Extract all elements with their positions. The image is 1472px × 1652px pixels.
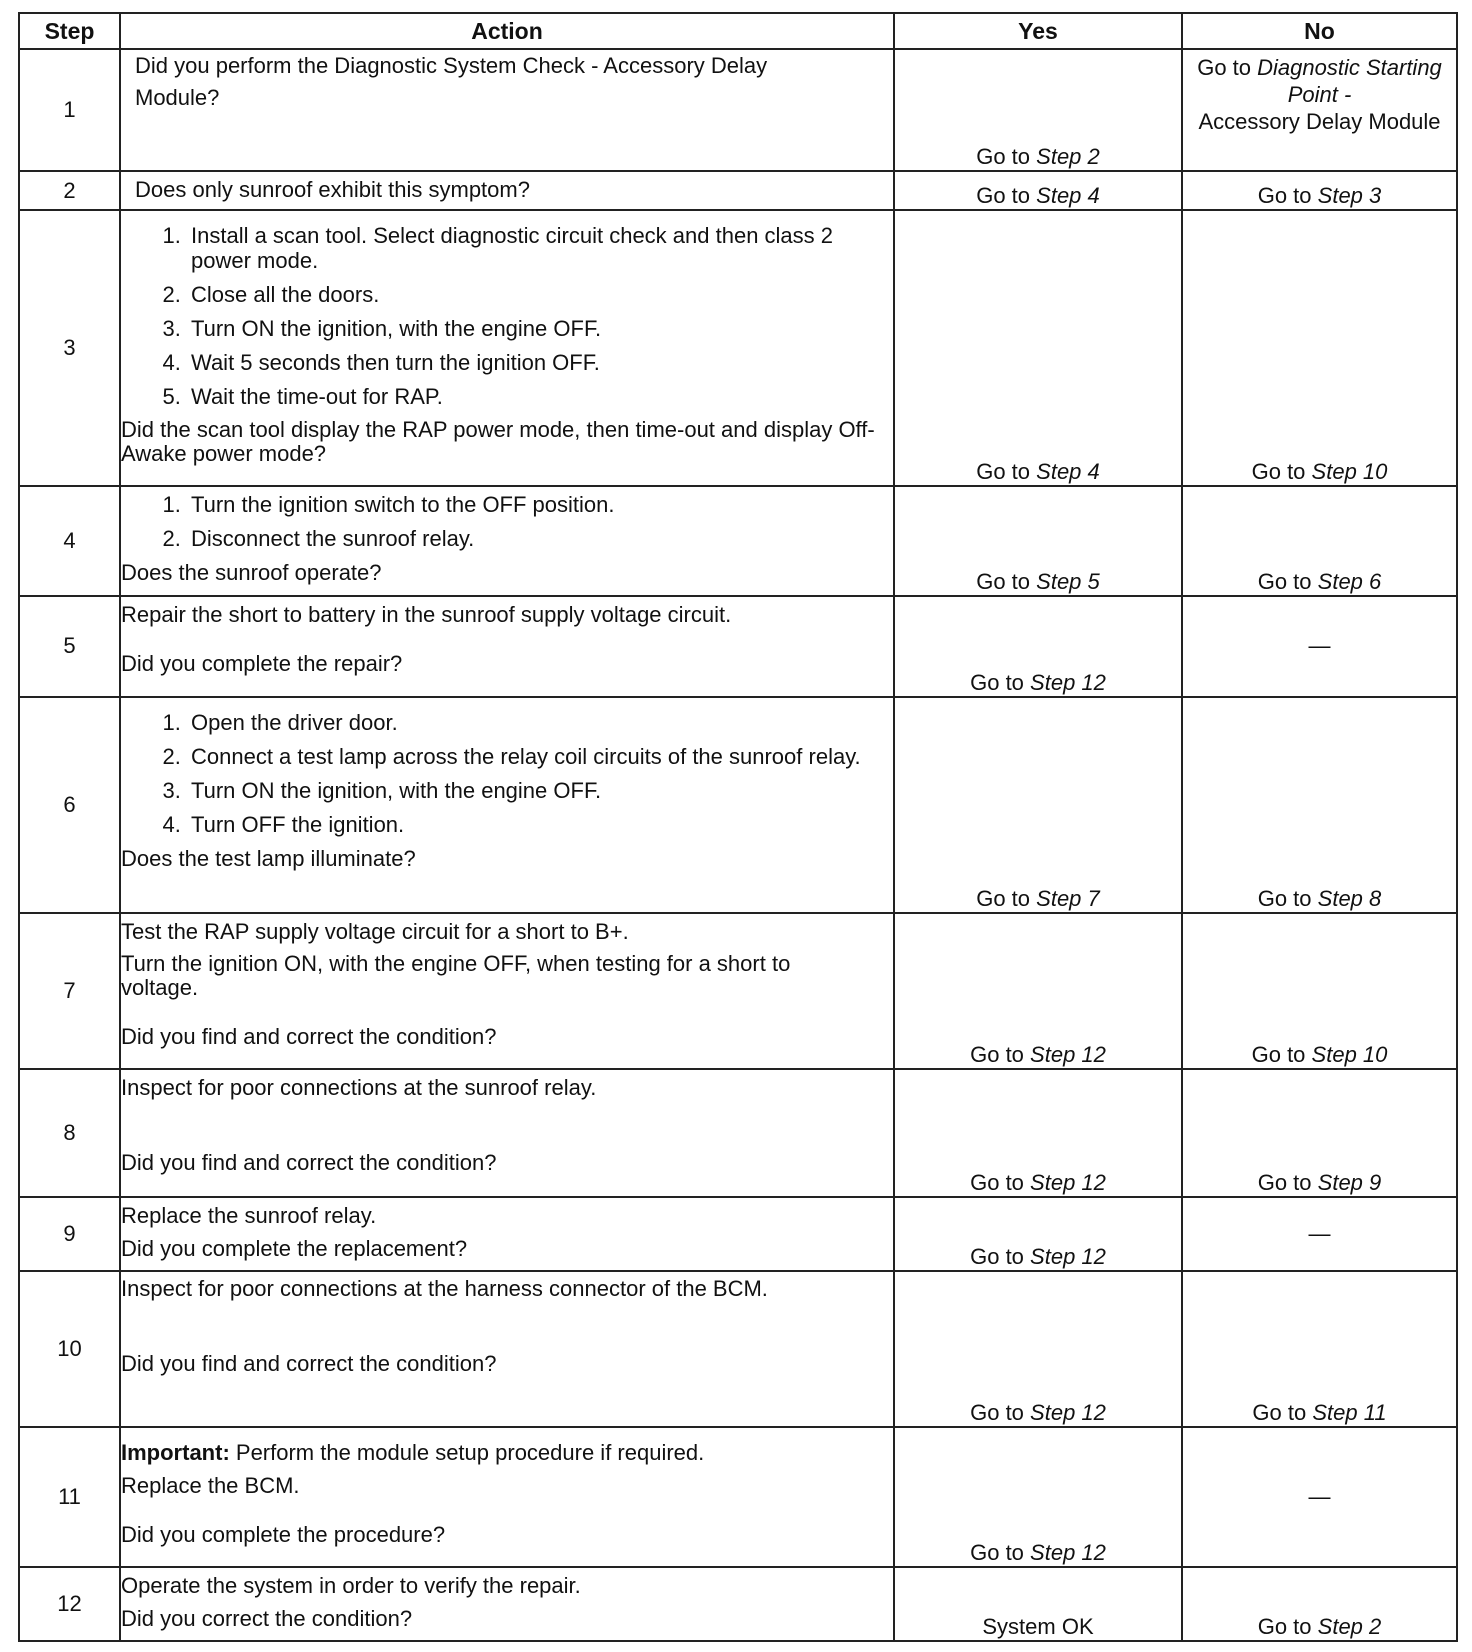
procedure-list — [121, 710, 893, 837]
procedure-list — [121, 492, 893, 551]
question-text: Did you correct the condition? — [121, 1606, 413, 1632]
instruction-text: Turn the ignition ON, with the engine OFF, when testing for a short to voltage. — [121, 950, 791, 1000]
instruction-text: Inspect for poor connections at the harness connector of the BCM. — [121, 1276, 768, 1302]
no-cell — [1182, 596, 1457, 697]
system-ok-text: System OK — [982, 1614, 1094, 1639]
table-row — [19, 913, 1457, 1069]
table-row — [19, 697, 1457, 913]
no-cell — [1182, 1427, 1457, 1567]
yes-cell — [894, 1567, 1182, 1641]
no-dash: — — [1308, 1221, 1331, 1247]
list-item: 4. Wait 5 seconds then turn the ignition OFF. — [187, 350, 893, 375]
yes-cell — [894, 913, 1182, 1069]
step-number: 8 — [19, 1069, 120, 1198]
yes-step-link[interactable]: Step 4 — [1036, 183, 1100, 209]
yes-cell — [894, 1271, 1182, 1427]
no-step-link[interactable]: Step 10 — [1311, 459, 1388, 485]
no-prefix: Go to — [1257, 1170, 1312, 1196]
question-text: Did you complete the procedure? — [121, 1522, 446, 1548]
list-item: 1. Turn the ignition switch to the OFF position. — [187, 492, 893, 517]
no-cell — [1182, 1197, 1457, 1271]
step-number: 1 — [19, 49, 120, 171]
action-cell — [120, 1069, 894, 1198]
list-item: 1. Open the driver door. — [187, 710, 893, 735]
table-row — [19, 1271, 1457, 1427]
question-text: Did you find and correct the condition? — [121, 1023, 497, 1049]
question-text: Did you complete the repair? — [121, 650, 403, 676]
step-number: 2 — [19, 171, 120, 210]
header-yes: Yes — [894, 13, 1182, 49]
step-number: 6 — [19, 697, 120, 913]
yes-step-link[interactable]: Step 4 — [1036, 459, 1100, 485]
no-dash: — — [1308, 1484, 1331, 1510]
no-cell — [1182, 1567, 1457, 1641]
yes-step-link[interactable]: Step 5 — [1036, 568, 1100, 594]
no-prefix: Go to — [1197, 55, 1252, 80]
table-row — [19, 486, 1457, 596]
diagnostic-table — [18, 12, 1458, 1642]
yes-step-link[interactable]: Step 12 — [1030, 1244, 1106, 1270]
yes-cell — [894, 210, 1182, 486]
yes-prefix: Go to — [970, 1400, 1024, 1426]
step-number: 7 — [19, 913, 120, 1069]
step-number: 10 — [19, 1271, 120, 1427]
procedure-list — [121, 223, 893, 409]
table-row — [19, 1567, 1457, 1641]
no-cell — [1182, 210, 1457, 486]
important-text: Perform the module setup procedure if required. — [235, 1440, 705, 1466]
no-step-link[interactable]: Step 8 — [1317, 885, 1382, 911]
yes-prefix: Go to — [976, 459, 1031, 485]
no-step-link[interactable]: Step 9 — [1317, 1170, 1382, 1196]
no-step-link[interactable]: Step 10 — [1311, 1041, 1388, 1067]
yes-cell — [894, 1427, 1182, 1567]
question-text: Does the sunroof operate? — [121, 560, 382, 586]
no-step-link[interactable]: Diagnostic Starting Point - — [1257, 55, 1442, 107]
question-text: Did the scan tool display the RAP power mode, then time-out and display Off-Awake power mode? — [121, 417, 875, 467]
step-number: 11 — [19, 1427, 120, 1567]
no-cell — [1182, 697, 1457, 913]
no-cell — [1182, 1069, 1457, 1198]
yes-cell — [894, 171, 1182, 210]
yes-prefix: Go to — [976, 144, 1031, 170]
list-item: 5. Wait the time-out for RAP. — [187, 384, 893, 409]
yes-cell — [894, 697, 1182, 913]
important-label: Important: — [121, 1440, 230, 1466]
no-step-link[interactable]: Step 2 — [1317, 1614, 1382, 1639]
yes-cell — [894, 1069, 1182, 1198]
header-action: Action — [120, 13, 894, 49]
list-item: 3. Turn ON the ignition, with the engine OFF. — [187, 778, 893, 803]
no-prefix: Go to — [1251, 459, 1306, 485]
action-cell — [120, 1427, 894, 1567]
instruction-text: Operate the system in order to verify the repair. — [121, 1573, 581, 1599]
no-step-link[interactable]: Step 3 — [1317, 183, 1382, 209]
yes-cell — [894, 596, 1182, 697]
yes-prefix: Go to — [970, 1540, 1024, 1566]
instruction-text: Repair the short to battery in the sunroof supply voltage circuit. — [121, 601, 732, 627]
no-prefix: Go to — [1257, 568, 1312, 594]
yes-step-link[interactable]: Step 12 — [1030, 1400, 1106, 1426]
list-item: 2. Close all the doors. — [187, 282, 893, 307]
no-prefix: Go to — [1257, 1614, 1312, 1639]
table-row — [19, 49, 1457, 171]
question-text: Does only sunroof exhibit this symptom? — [135, 177, 530, 203]
yes-step-link[interactable]: Step 12 — [1030, 669, 1106, 695]
instruction-text: Replace the BCM. — [121, 1473, 300, 1499]
step-number: 5 — [19, 596, 120, 697]
yes-prefix: Go to — [970, 1244, 1024, 1270]
table-row — [19, 1197, 1457, 1271]
no-step-link[interactable]: Step 11 — [1312, 1400, 1387, 1426]
table-row — [19, 171, 1457, 210]
question-text: Did you perform the Diagnostic System Check - Accessory Delay Module? — [135, 53, 768, 110]
no-prefix: Go to — [1251, 1041, 1306, 1067]
yes-prefix: Go to — [970, 1041, 1024, 1067]
action-cell — [120, 1197, 894, 1271]
action-cell — [120, 49, 894, 171]
no-prefix: Go to — [1257, 183, 1312, 209]
question-text: Did you complete the replacement? — [121, 1236, 468, 1262]
yes-step-link[interactable]: Step 2 — [1036, 144, 1100, 170]
instruction-text: Inspect for poor connections at the sunroof relay. — [121, 1074, 597, 1100]
yes-prefix: Go to — [976, 885, 1031, 911]
yes-cell — [894, 1197, 1182, 1271]
list-item: 4. Turn OFF the ignition. — [187, 812, 893, 837]
list-item: 2. Connect a test lamp across the relay coil circuits of the sunroof relay. — [187, 744, 893, 769]
important-note — [121, 1440, 893, 1465]
no-cell — [1182, 913, 1457, 1069]
step-number: 12 — [19, 1567, 120, 1641]
table-row — [19, 1069, 1457, 1198]
no-step-link[interactable]: Step 6 — [1317, 568, 1382, 594]
no-cell — [1182, 171, 1457, 210]
action-cell — [120, 1567, 894, 1641]
yes-prefix: Go to — [976, 568, 1031, 594]
question-text: Did you find and correct the condition? — [121, 1149, 497, 1175]
no-cell — [1182, 49, 1457, 171]
list-item: 2. Disconnect the sunroof relay. — [187, 526, 893, 551]
action-cell — [120, 171, 894, 210]
no-cell — [1182, 486, 1457, 596]
step-number: 4 — [19, 486, 120, 596]
step-number: 9 — [19, 1197, 120, 1271]
table-row — [19, 210, 1457, 486]
instruction-text: Test the RAP supply voltage circuit for a short to B+. — [121, 918, 629, 944]
no-prefix: Go to — [1257, 885, 1312, 911]
action-cell — [120, 1271, 894, 1427]
yes-step-link[interactable]: Step 12 — [1030, 1041, 1106, 1067]
yes-step-link[interactable]: Step 12 — [1030, 1170, 1106, 1196]
yes-step-link[interactable]: Step 7 — [1036, 885, 1100, 911]
no-dash: — — [1308, 633, 1331, 659]
no-suffix: Accessory Delay Module — [1198, 109, 1441, 134]
yes-step-link[interactable]: Step 12 — [1030, 1540, 1106, 1566]
list-item: 1. Install a scan tool. Select diagnostic circuit check and then class 2 power mode. — [187, 223, 893, 273]
instruction-text: Replace the sunroof relay. — [121, 1203, 377, 1229]
action-cell — [120, 913, 894, 1069]
header-row — [19, 13, 1457, 49]
table-row — [19, 1427, 1457, 1567]
list-item: 3. Turn ON the ignition, with the engine OFF. — [187, 316, 893, 341]
yes-cell — [894, 49, 1182, 171]
no-prefix: Go to — [1252, 1400, 1307, 1426]
action-cell — [120, 486, 894, 596]
yes-cell — [894, 486, 1182, 596]
action-cell — [120, 596, 894, 697]
question-text: Does the test lamp illuminate? — [121, 845, 416, 871]
action-cell — [120, 210, 894, 486]
question-text: Did you find and correct the condition? — [121, 1351, 497, 1377]
table-row — [19, 596, 1457, 697]
yes-prefix: Go to — [976, 183, 1031, 209]
header-step: Step — [19, 13, 120, 49]
no-cell — [1182, 1271, 1457, 1427]
step-number: 3 — [19, 210, 120, 486]
yes-prefix: Go to — [970, 1170, 1024, 1196]
action-cell — [120, 697, 894, 913]
header-no: No — [1182, 13, 1457, 49]
yes-prefix: Go to — [970, 669, 1024, 695]
